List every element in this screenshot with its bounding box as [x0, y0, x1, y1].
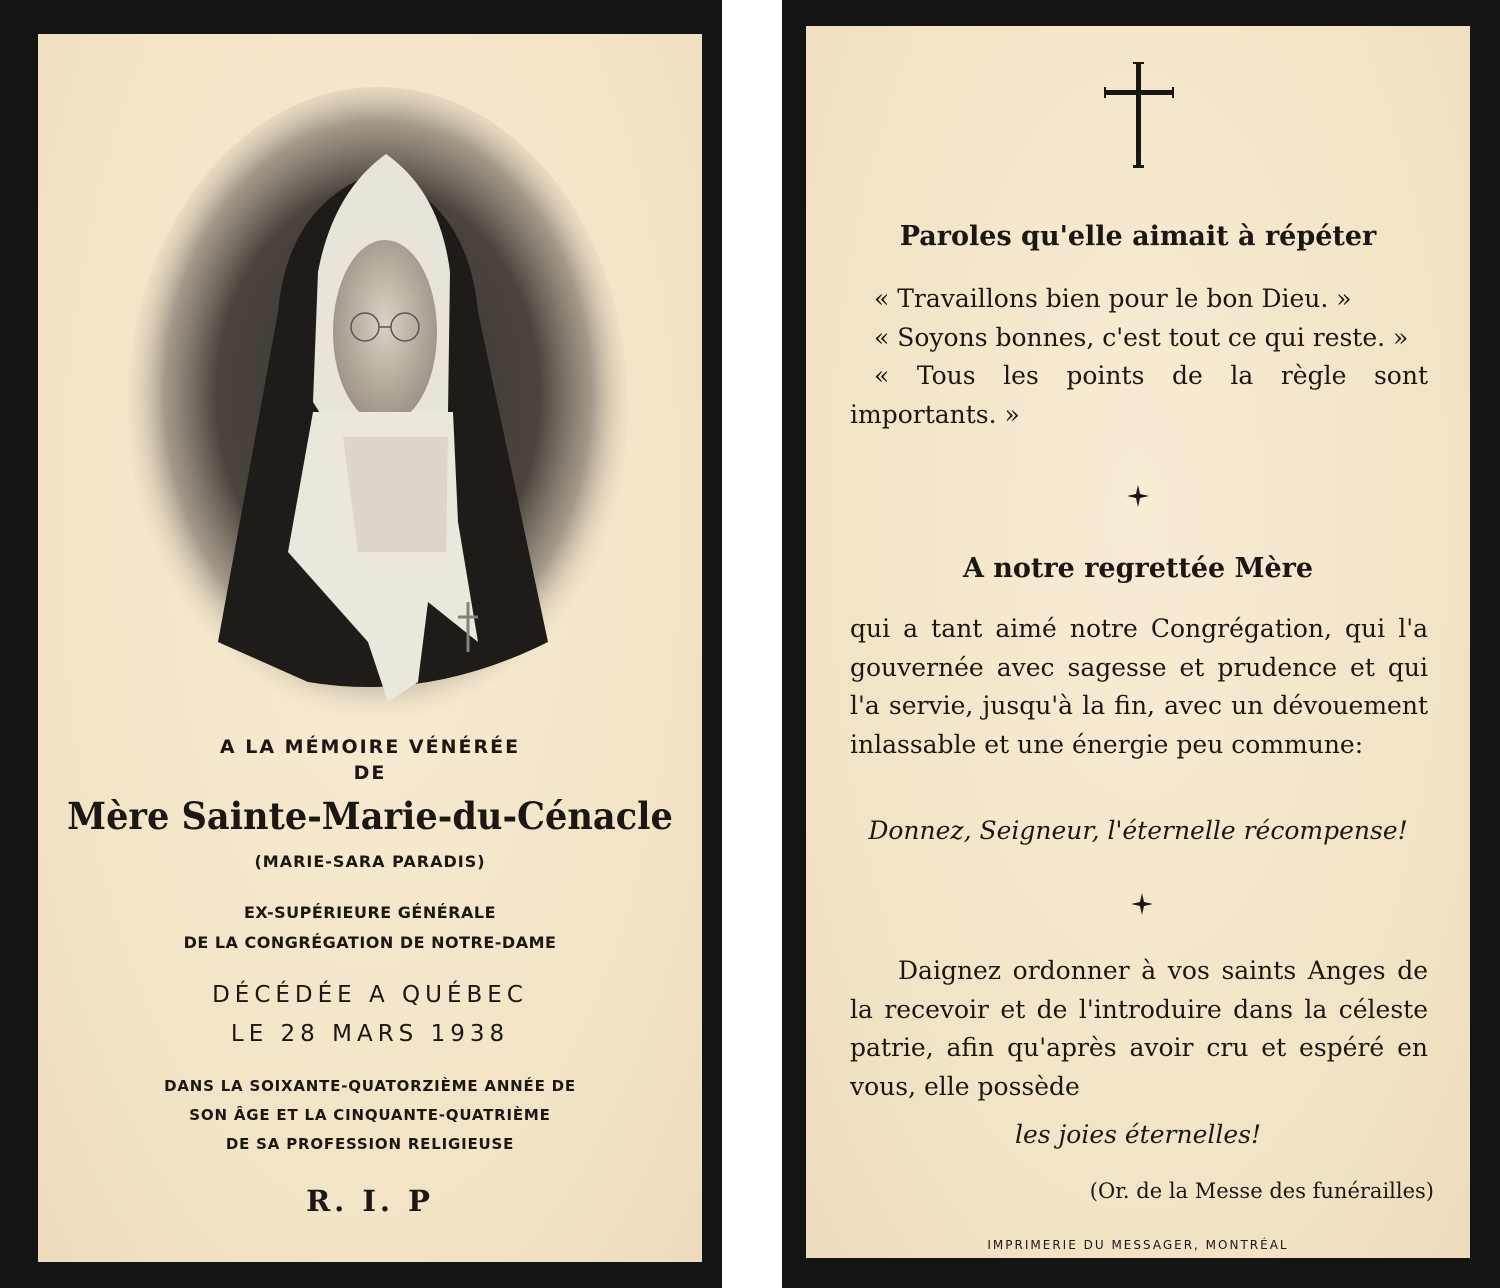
cross-pattee-icon — [1126, 484, 1150, 508]
card-back-paper — [806, 26, 1470, 1258]
title-block — [38, 898, 702, 958]
saying-3: « Tous les points de la règle sont importants. » — [850, 361, 1428, 429]
age-line-1: DANS LA SOIXANTE-QUATORZIÈME ANNÉE DE — [164, 1077, 576, 1095]
death-info — [38, 976, 702, 1054]
age-info — [38, 1072, 702, 1159]
angels-prayer — [850, 952, 1428, 1106]
dedication-text: qui a tant aimé notre Congrégation, qui l'a gouvernée avec sagesse et prudence et qui l'a servie, jusqu'à la fin, avec un dévouement inlassable et une énergie peu commune: — [850, 614, 1428, 759]
memory-line-1: A LA MÉMOIRE VÉNÉRÉE — [219, 736, 521, 758]
memory-heading — [38, 734, 702, 786]
cross-pattee-icon — [1130, 892, 1154, 916]
death-date: LE 28 MARS 1938 — [230, 1021, 510, 1047]
angels-prayer-text: Daignez ordonner à vos saints Anges de la recevoir et de l'introduire dans la céleste patrie, afin qu'après avoir cru et espéré en vous, elle possède — [850, 956, 1428, 1101]
memorial-card-back — [782, 0, 1500, 1288]
prayer-source: (Or. de la Messe des funérailles) — [1089, 1179, 1434, 1203]
saying-1: « Travaillons bien pour le bon Dieu. » — [874, 284, 1352, 313]
nun-portrait — [128, 82, 628, 722]
printer-credit: IMPRIMERIE DU MESSAGER, MONTRÉAL — [987, 1238, 1289, 1252]
memorial-card-front — [0, 0, 722, 1288]
age-line-3: DE SA PROFESSION RELIGIEUSE — [225, 1135, 515, 1153]
latin-cross-icon — [1104, 62, 1174, 168]
sayings-heading: Paroles qu'elle aimait à répéter — [899, 221, 1377, 252]
dedication-heading: A notre regrettée Mère — [962, 553, 1314, 584]
rip-text: R. I. P — [306, 1184, 434, 1218]
title-line-1: EX-SUPÉRIEURE GÉNÉRALE — [244, 903, 496, 922]
eternal-joys: les joies éternelles! — [1014, 1120, 1262, 1149]
maiden-name: (MARIE-SARA PARADIS) — [254, 852, 486, 871]
card-front-paper — [38, 34, 702, 1262]
saying-2: « Soyons bonnes, c'est tout ce qui reste. » — [874, 322, 1409, 352]
prayer-line: Donnez, Seigneur, l'éternelle récompense! — [868, 816, 1408, 845]
death-place: DÉCÉDÉE A QUÉBEC — [212, 982, 528, 1008]
memory-line-2: DE — [353, 762, 387, 784]
title-line-2: DE LA CONGRÉGATION DE NOTRE-DAME — [183, 933, 557, 952]
deceased-name: Mère Sainte-Marie-du-Cénacle — [67, 794, 673, 838]
age-line-2: SON ÂGE ET LA CINQUANTE-QUATRIÈME — [189, 1106, 551, 1124]
sayings-list — [850, 280, 1428, 434]
